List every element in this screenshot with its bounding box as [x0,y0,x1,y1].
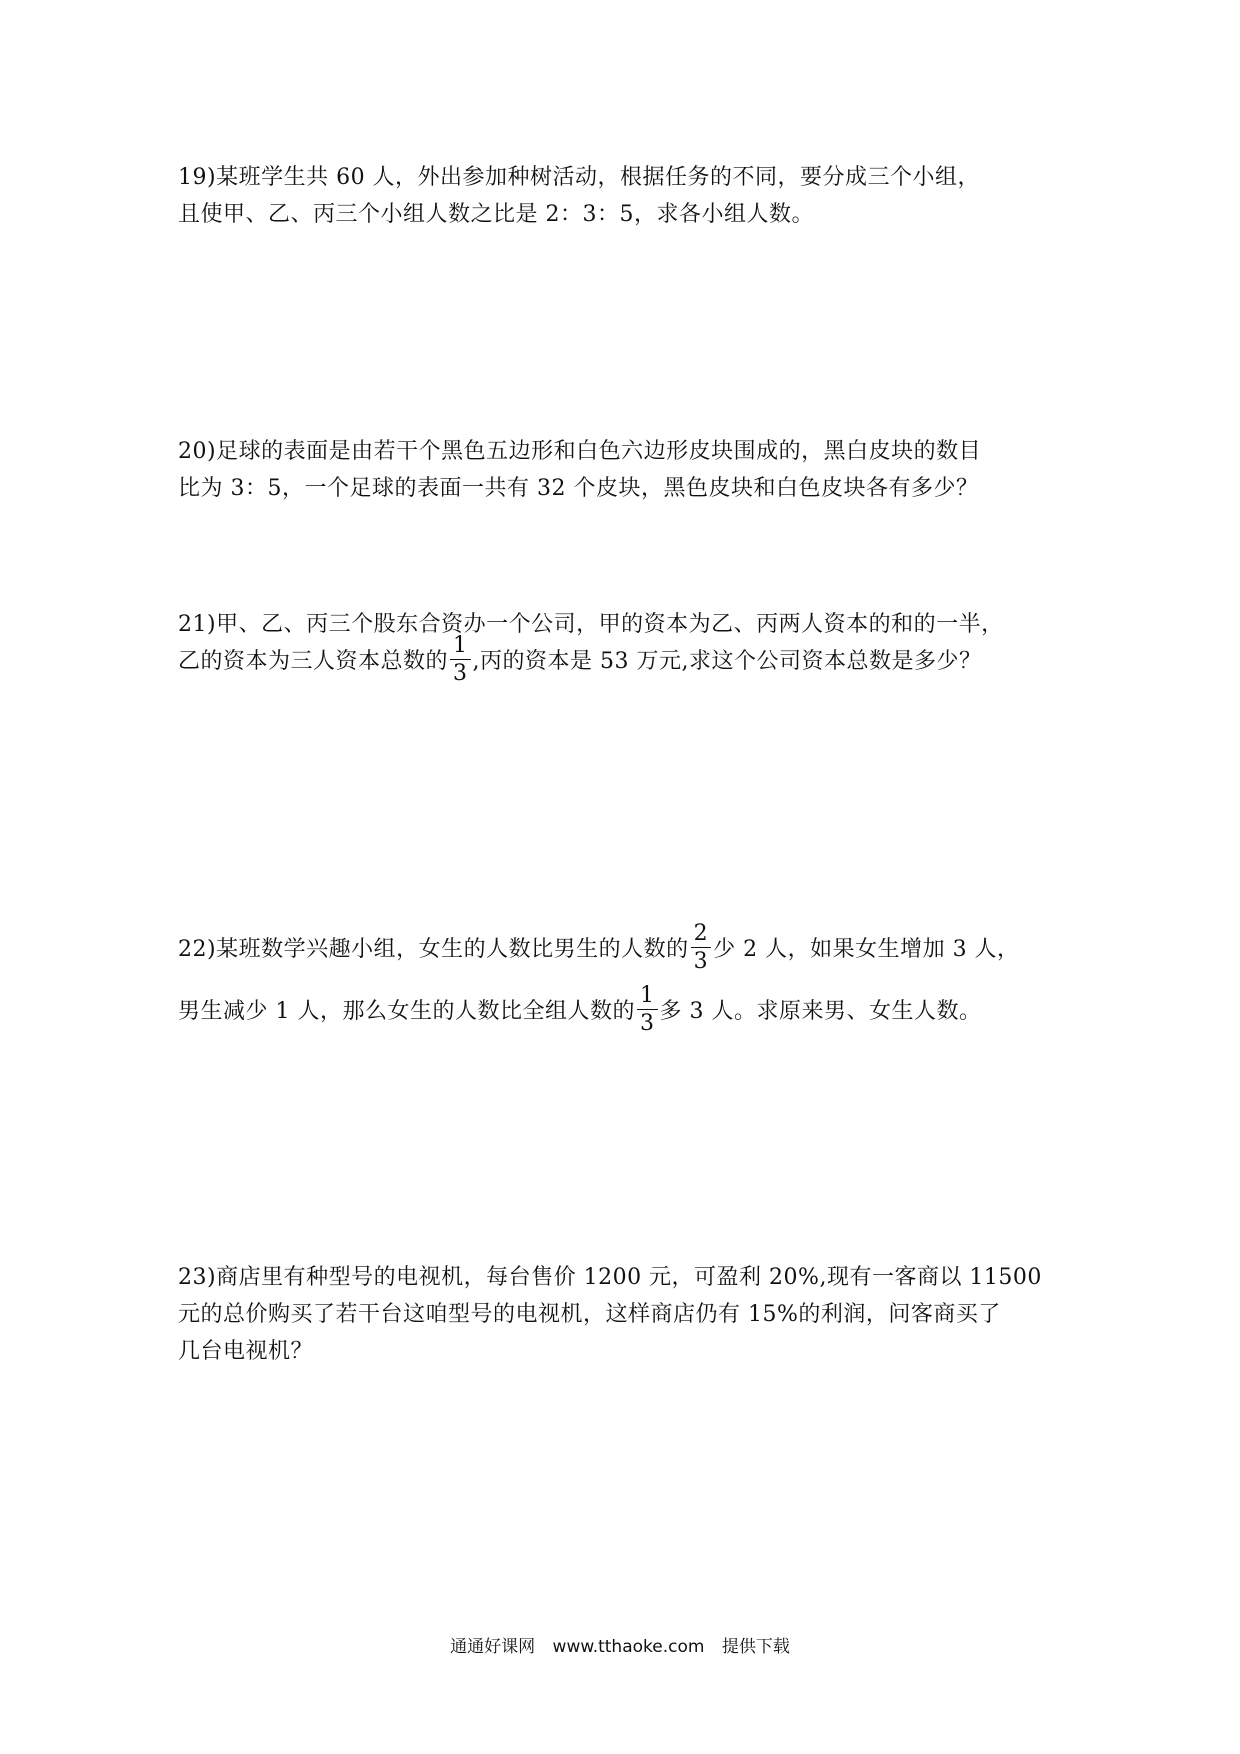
problem-23-line-2: 元的总价购买了若干台这咱型号的电视机，这样商店仍有 15%的利润，问客商买了 [178,1302,1001,1327]
problem-19-line-1: 19)某班学生共 60 人，外出参加种树活动，根据任务的不同，要分成三个小组， [178,165,981,190]
problem-22-line-2-start: 男生减少 1 人，那么女生的人数比全组人数的 [178,999,635,1024]
fraction-numerator: 1 [637,985,658,1010]
fraction-one-third [637,985,658,1035]
fraction-denominator: 3 [453,661,468,686]
problem-22-line-1-end: 少 2 人，如果女生增加 3 人， [713,937,1020,962]
fraction-one-third [450,635,471,685]
problem-21-line-2-end: ,丙的资本是 53 万元,求这个公司资本总数是多少？ [472,649,982,674]
problem-22-line-2-end: 多 3 人。求原来男、女生人数。 [659,999,982,1024]
problem-21-line-2 [178,633,982,687]
footer-suffix: 提供下载 [721,1637,790,1657]
problem-23-line-3: 几台电视机？ [178,1339,314,1364]
fraction-numerator: 1 [450,635,471,660]
footer-url: www.tthaoke.com [552,1637,705,1657]
problem-23-line-1: 23)商店里有种型号的电视机，每台售价 1200 元，可盈利 20%,现有一客商以 11500 [178,1265,1042,1290]
problem-22-line-1-start: 22)某班数学兴趣小组，女生的人数比男生的人数的 [178,937,689,962]
fraction-denominator: 3 [640,1011,655,1036]
problem-20-line-1: 20)足球的表面是由若干个黑色五边形和白色六边形皮块围成的，黑白皮块的数目 [178,439,982,464]
problem-20-line-2: 比为 3：5，一个足球的表面一共有 32 个皮块，黑色皮块和白色皮块各有多少？ [178,476,979,501]
footer-site-name: 通通好课网 [450,1637,536,1657]
problem-19-line-2: 且使甲、乙、丙三个小组人数之比是 2：3：5，求各小组人数。 [178,202,814,227]
page-footer [0,1632,1240,1657]
problem-21-line-1: 21)甲、乙、丙三个股东合资办一个公司，甲的资本为乙、丙两人资本的和的一半， [178,612,1004,637]
fraction-two-thirds [691,923,712,973]
problem-21-line-2-start: 乙的资本为三人资本总数的 [178,649,449,674]
problem-22-line-1 [178,921,1020,975]
fraction-denominator: 3 [693,949,709,974]
problem-22-line-2 [178,983,982,1037]
fraction-numerator: 2 [691,923,712,948]
